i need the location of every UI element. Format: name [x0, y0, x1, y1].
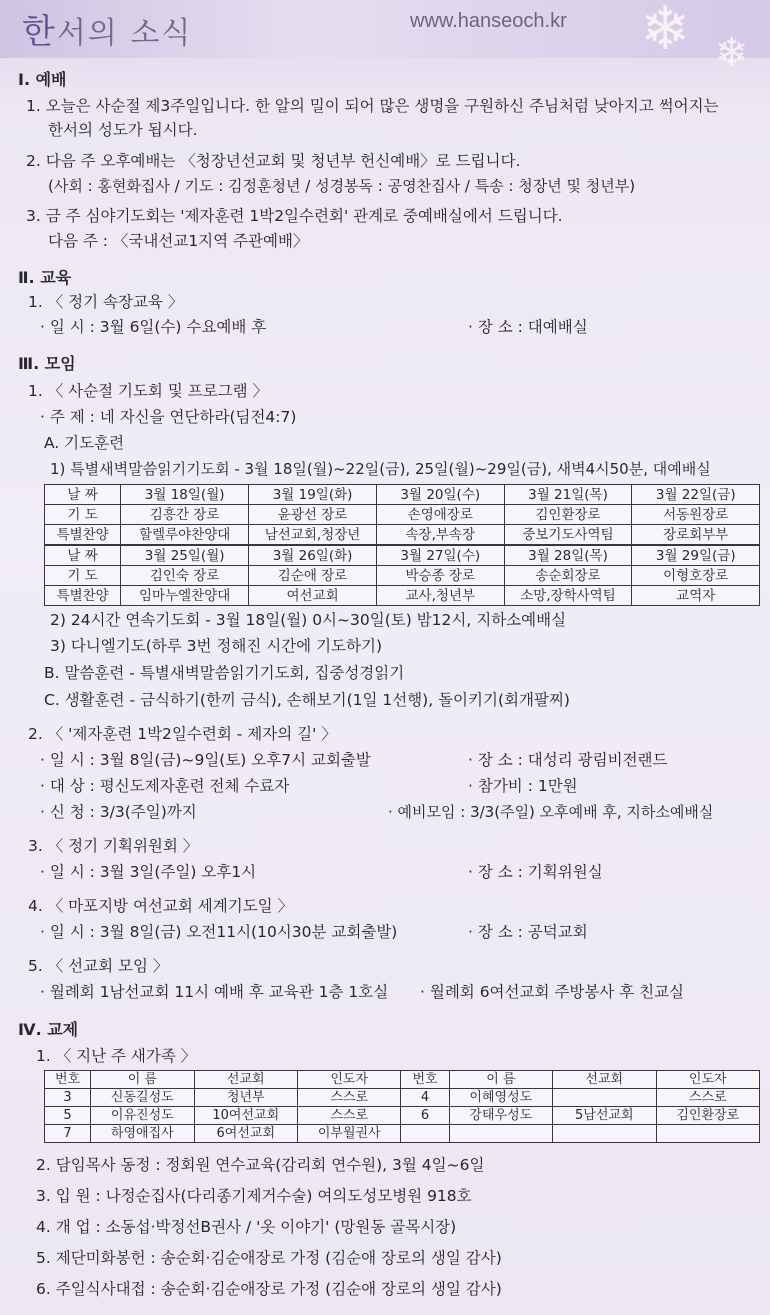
committee-place: · 장 소 : 기획위원실	[468, 863, 603, 881]
prayer-table-cell: 날 짜	[45, 485, 121, 505]
prayer-table-cell: 김인숙 장로	[121, 566, 249, 586]
prayer-schedule-table	[44, 484, 760, 606]
prayer-table-cell: 3월 18일(월)	[121, 485, 249, 505]
new-family-table	[44, 1070, 760, 1143]
family-table-header-cell: 번호	[45, 1071, 91, 1089]
family-table-cell: 강태우성도	[449, 1107, 552, 1125]
prayer-table-cell: 3월 21일(목)	[504, 485, 632, 505]
prayer-table-cell: 3월 19일(화)	[249, 485, 377, 505]
meeting-theme: · 주 제 : 네 자신을 연단하라(딤전4:7)	[40, 408, 297, 426]
meeting-item-3: 3. 〈 정기 기획위원회 〉	[28, 837, 199, 855]
prayer-table-row	[45, 525, 760, 546]
prayer-table-cell: 특별찬양	[45, 586, 121, 606]
family-table-cell: 스스로	[298, 1089, 401, 1107]
retreat-apply: · 신 청 : 3/3(주일)까지	[40, 803, 197, 821]
prayer-table-row	[45, 586, 760, 606]
header-banner	[0, 0, 770, 76]
word-training-line: B. 말씀훈련 - 특별새벽말씀읽기기도회, 집중성경읽기	[44, 664, 405, 682]
life-training-line: C. 생활훈련 - 금식하기(한끼 금식), 손해보기(1일 1선행), 돌이키기(회개팔찌)	[44, 691, 570, 709]
title-rest: 서의 소식	[56, 16, 193, 51]
section-education-heading: Ⅱ. 교육	[18, 268, 72, 287]
family-table-cell: 10여선교회	[194, 1107, 297, 1125]
family-table-cell: 이혜영성도	[449, 1089, 552, 1107]
prayer-table-cell: 교역자	[632, 586, 760, 606]
snowflake-icon: ❄	[715, 30, 749, 76]
prayer-table-cell: 기 도	[45, 566, 121, 586]
prayer-table-row	[45, 566, 760, 586]
snowflake-icon: ❄	[640, 0, 691, 64]
meeting-item-2: 2. 〈 '제자훈련 1박2일수련회 - 제자의 길' 〉	[28, 725, 337, 743]
education-date: · 일 시 : 3월 6일(수) 수요예배 후	[40, 318, 267, 336]
hospital-news: 3. 입 원 : 나정순집사(다리종기제거수술) 여의도성모병원 918호	[36, 1187, 472, 1205]
worship-item-3-line-a: 3. 금 주 심야기도회는 '제자훈련 1박2일수련회' 관계로 중예배실에서 드립니다.	[26, 207, 563, 225]
prayer-table-cell: 송순회장로	[504, 566, 632, 586]
prayer-training-label: A. 기도훈련	[44, 434, 125, 452]
prayer-table-cell: 3월 25일(월)	[121, 545, 249, 566]
pastor-news: 2. 담임목사 동정 : 정회원 연수교육(감리회 연수원), 3월 4일~6일	[36, 1156, 485, 1174]
family-table-cell: 이부월권사	[298, 1125, 401, 1143]
prayer-table-cell: 날 짜	[45, 545, 121, 566]
prayer-meeting-schedule: 1) 특별새벽말씀읽기기도회 - 3월 18일(월)~22일(금), 25일(월)~29일(금), 새벽4시50분, 대예배실	[50, 460, 711, 478]
meeting-item-4: 4. 〈 마포지방 여선교회 세계기도일 〉	[28, 897, 294, 915]
family-table-row	[45, 1089, 760, 1107]
family-table-cell: 5남선교회	[553, 1107, 656, 1125]
worship-item-1-line-b: 한서의 성도가 됩시다.	[48, 121, 198, 139]
family-table-cell	[553, 1089, 656, 1107]
family-table-cell: 이유진성도	[91, 1107, 194, 1125]
prayer-table-cell: 3월 26일(화)	[249, 545, 377, 566]
prayer-table-cell: 3월 20일(수)	[377, 485, 504, 505]
prayer-day-place: · 장 소 : 공덕교회	[468, 923, 588, 941]
prayer-table-cell: 3월 28일(목)	[504, 545, 632, 566]
worship-item-2-line-b: (사회 : 홍현화집사 / 기도 : 김정훈청년 / 성경봉독 : 공영찬집사 / 특송 : 청장년 및 청년부)	[48, 177, 636, 195]
family-table-header-cell: 인도자	[298, 1071, 401, 1089]
meeting-item-1: 1. 〈 사순절 기도회 및 프로그램 〉	[28, 382, 269, 400]
prayer-table-cell: 임마누엘찬양대	[121, 586, 249, 606]
prayer-table-cell: 서동원장로	[632, 505, 760, 525]
worship-item-1-line-a: 1. 오늘은 사순절 제3주일입니다. 한 알의 밀이 되어 많은 생명을 구원하신 주님처럼 낮아지고 썩어지는	[26, 97, 719, 115]
family-table-cell: 5	[45, 1107, 91, 1125]
prayer-table-cell: 할렐루야찬양대	[121, 525, 249, 546]
prayer-table-cell: 속장,부속장	[377, 525, 504, 546]
altar-flower-news: 5. 제단미화봉헌 : 송순회·김순애장로 가정 (김순애 장로의 생일 감사)	[36, 1249, 502, 1267]
continuous-prayer-line: 2) 24시간 연속기도회 - 3월 18일(월) 0시~30일(토) 밤12시, 지하소예배실	[50, 611, 567, 629]
retreat-date: · 일 시 : 3월 8일(금)~9일(토) 오후7시 교회출발	[40, 751, 371, 769]
family-table-cell: 3	[45, 1089, 91, 1107]
prayer-table-cell: 남선교회,청장년	[249, 525, 377, 546]
prayer-table-cell: 여선교회	[249, 586, 377, 606]
worship-item-2-line-a: 2. 다음 주 오후예배는 〈청장년선교회 및 청년부 헌신예배〉로 드립니다.	[26, 152, 521, 170]
family-table-header-cell: 인도자	[656, 1071, 760, 1089]
family-table-cell: 신동길성도	[91, 1089, 194, 1107]
retreat-target: · 대 상 : 평신도제자훈련 전체 수료자	[40, 777, 290, 795]
family-table-cell: 하영애집사	[91, 1125, 194, 1143]
mission-meeting-2: · 월례회 6여선교회 주방봉사 후 친교실	[420, 983, 685, 1001]
prayer-table-cell: 3월 22일(금)	[632, 485, 760, 505]
family-table-header-cell: 이 름	[91, 1071, 194, 1089]
fellowship-item-1: 1. 〈 지난 주 새가족 〉	[36, 1047, 197, 1065]
family-table-header-cell: 이 름	[449, 1071, 552, 1089]
family-table-cell: 7	[45, 1125, 91, 1143]
family-table-cell: 스스로	[656, 1089, 760, 1107]
meeting-item-5: 5. 〈 선교회 모임 〉	[28, 957, 169, 975]
page-title	[22, 4, 192, 53]
family-table-header	[45, 1071, 760, 1089]
meal-news: 6. 주일식사대접 : 송순회·김순애장로 가정 (김순애 장로의 생일 감사)	[36, 1280, 502, 1298]
worship-item-3-line-b: 다음 주 : 〈국내선교1지역 주관예배〉	[48, 232, 309, 250]
family-table-cell: 김인환장로	[656, 1107, 760, 1125]
prayer-table-cell: 장로회부부	[632, 525, 760, 546]
family-table-cell	[449, 1125, 552, 1143]
family-table-header-cell: 선교회	[194, 1071, 297, 1089]
family-table-cell: 스스로	[298, 1107, 401, 1125]
family-table-row	[45, 1125, 760, 1143]
family-table-cell: 4	[401, 1089, 449, 1107]
prayer-table-row	[45, 545, 760, 566]
prayer-table-cell: 윤광선 장로	[249, 505, 377, 525]
site-url: www.hanseoch.kr	[410, 10, 567, 32]
family-table-cell	[656, 1125, 760, 1143]
title-first-char: 한	[22, 12, 57, 52]
family-table-cell: 6여선교회	[194, 1125, 297, 1143]
family-table-cell	[401, 1125, 449, 1143]
section-worship-heading: Ⅰ. 예배	[18, 70, 67, 89]
family-table-cell: 6	[401, 1107, 449, 1125]
prayer-table-cell: 3월 29일(금)	[632, 545, 760, 566]
prayer-table-cell: 중보기도사역팀	[504, 525, 632, 546]
family-table-cell: 청년부	[194, 1089, 297, 1107]
prayer-day-date: · 일 시 : 3월 8일(금) 오전11시(10시30분 교회출발)	[40, 923, 398, 941]
opening-news: 4. 개 업 : 소동섭·박정선B권사 / '옷 이야기' (망원동 골목시장)	[36, 1218, 457, 1236]
prayer-table-cell: 3월 27일(수)	[377, 545, 504, 566]
family-table-row	[45, 1107, 760, 1125]
prayer-table-cell: 김인환장로	[504, 505, 632, 525]
prayer-table-cell: 특별찬양	[45, 525, 121, 546]
committee-date: · 일 시 : 3월 3일(주일) 오후1시	[40, 863, 257, 881]
prayer-table-cell: 김순애 장로	[249, 566, 377, 586]
retreat-pre-meeting: · 예비모임 : 3/3(주일) 오후예배 후, 지하소예배실	[388, 803, 714, 821]
retreat-fee: · 참가비 : 1만원	[468, 777, 578, 795]
prayer-table-cell: 김흥간 장로	[121, 505, 249, 525]
education-item-1: 1. 〈 정기 속장교육 〉	[28, 293, 184, 311]
prayer-table-row	[45, 505, 760, 525]
education-place: · 장 소 : 대예배실	[468, 318, 588, 336]
daniel-prayer-line: 3) 다니엘기도(하루 3번 정해진 시간에 기도하기)	[50, 637, 383, 655]
prayer-table-cell: 소망,장학사역팀	[504, 586, 632, 606]
prayer-table-cell: 박승종 장로	[377, 566, 504, 586]
prayer-table-cell: 기 도	[45, 505, 121, 525]
prayer-table-cell: 이형호장로	[632, 566, 760, 586]
family-table-header-cell: 선교회	[553, 1071, 656, 1089]
family-table-cell	[553, 1125, 656, 1143]
mission-meeting-1: · 월례회 1남선교회 11시 예배 후 교육관 1층 1호실	[40, 983, 389, 1001]
retreat-place: · 장 소 : 대성리 광림비전랜드	[468, 751, 668, 769]
section-meeting-heading: Ⅲ. 모임	[18, 354, 76, 373]
family-table-header-cell: 번호	[401, 1071, 449, 1089]
prayer-table-cell: 손영애장로	[377, 505, 504, 525]
prayer-table-cell: 교사,청년부	[377, 586, 504, 606]
section-fellowship-heading: Ⅳ. 교제	[18, 1020, 79, 1039]
prayer-table-row	[45, 485, 760, 505]
